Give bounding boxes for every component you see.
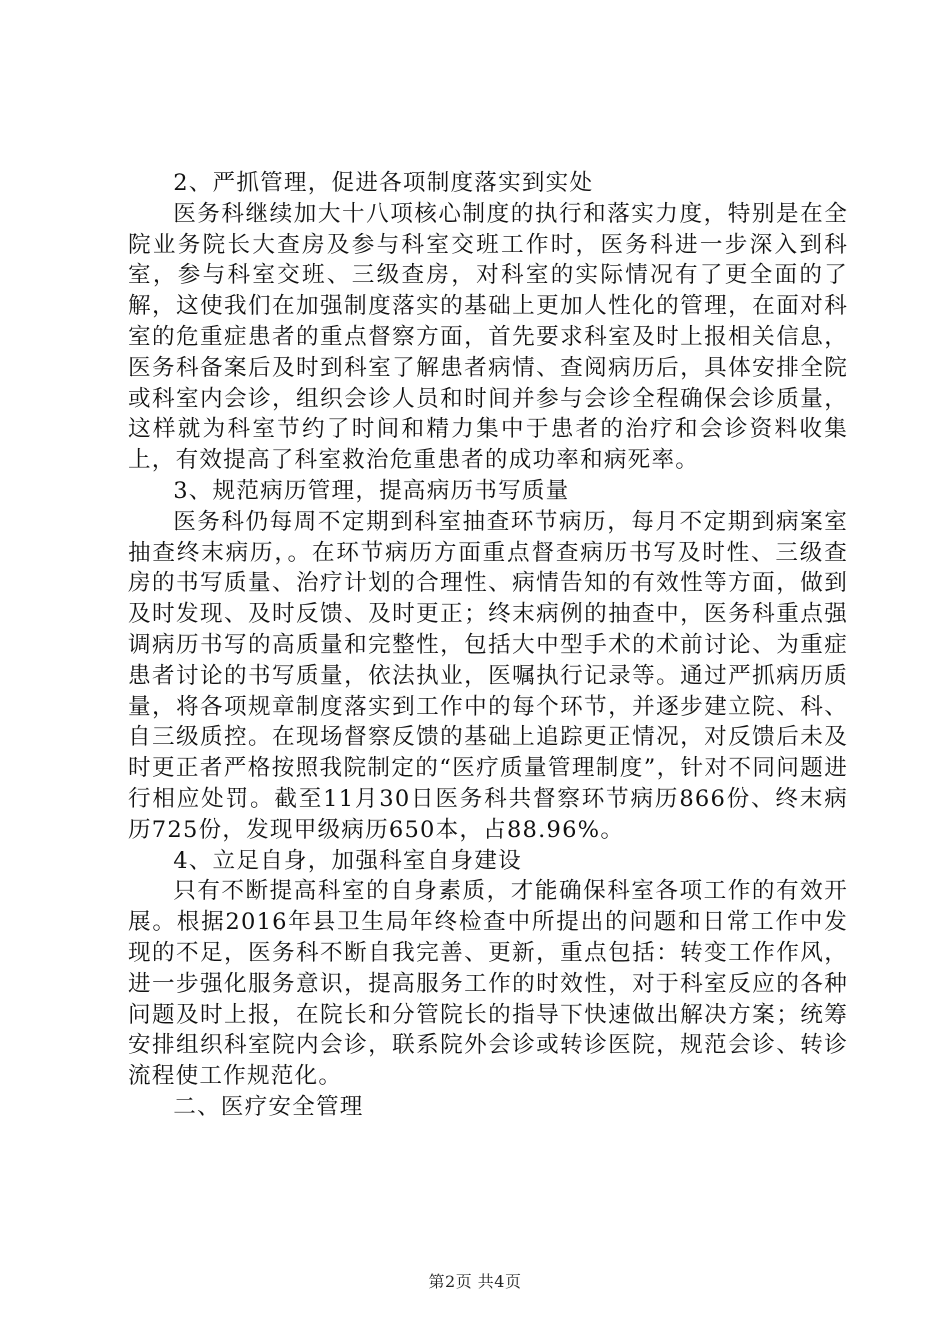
section-heading-3: 3、规范病历管理，提高病历书写质量 (173, 477, 570, 504)
closing-section-heading: 二、医疗安全管理 (173, 1093, 364, 1120)
page-footer: 第2页 共4页 (428, 1272, 522, 1291)
section-paragraph-2: 医务科继续加大十八项核心制度的执行和落实力度，特别是在全院业务院长大查房及参与科室交班工作时，医务科进一步深入到科室，参与科室交班、三级查房，对科室的实际情况有了更全面的了解，这使我们在加强制度落实的基础上更加人性化的管理，在面对科室的危重症患者的重点督察方面，首先要求科室及时上报相关信息，医务科备案后及时到科室了解患者病情、查阅病历后，具体安排全院或科室内会诊，组织会诊人员和时间并参与会诊全程确保会诊质量，这样就为科室节约了时间和精力集中于患者的治疗和会诊资料收集上，有效提高了科室救治危重患者的成功率和病死率。 (128, 200, 848, 474)
section-heading-2: 2、严抓管理，促进各项制度落实到实处 (173, 170, 594, 196)
document-body (128, 168, 848, 1123)
section-paragraph-4: 只有不断提高科室的自身素质，才能确保科室各项工作的有效开展。根据2016年县卫生局年终检查中所提出的问题和日常工作中发现的不足，医务科不断自我完善、更新，重点包括：转变工作作风，进一步强化服务意识，提高服务工作的时效性，对于科室反应的各种问题及时上报，在院长和分管院长的指导下快速做出解决方案；统筹安排组织科室院内会诊，联系院外会诊或转诊医院，规范会诊、转诊流程使工作规范化。 (128, 878, 848, 1090)
section-paragraph-3: 医务科仍每周不定期到科室抽查环节病历，每月不定期到病案室抽查终末病历，。在环节病历方面重点督查病历书写及时性、三级查房的书写质量、治疗计划的合理性、病情告知的有效性等方面，做到及时发现、及时反馈、及时更正；终末病例的抽查中，医务科重点强调病历书写的高质量和完整性，包括大中型手术的术前讨论、为重症患者讨论的书写质量，依法执业，医嘱执行记录等。通过严抓病历质量，将各项规章制度落实到工作中的每个环节，并逐步建立院、科、自三级质控。在现场督察反馈的基础上追踪更正情况，对反馈后未及时更正者严格按照我院制定的“医疗质量管理制度”，针对不同问题进行相应处罚。截至11月30日医务科共督察环节病历866份、终末病历725份，发现甲级病历650本，占88.96%。 (128, 508, 848, 843)
section-heading-4: 4、立足自身，加强科室自身建设 (173, 847, 522, 874)
